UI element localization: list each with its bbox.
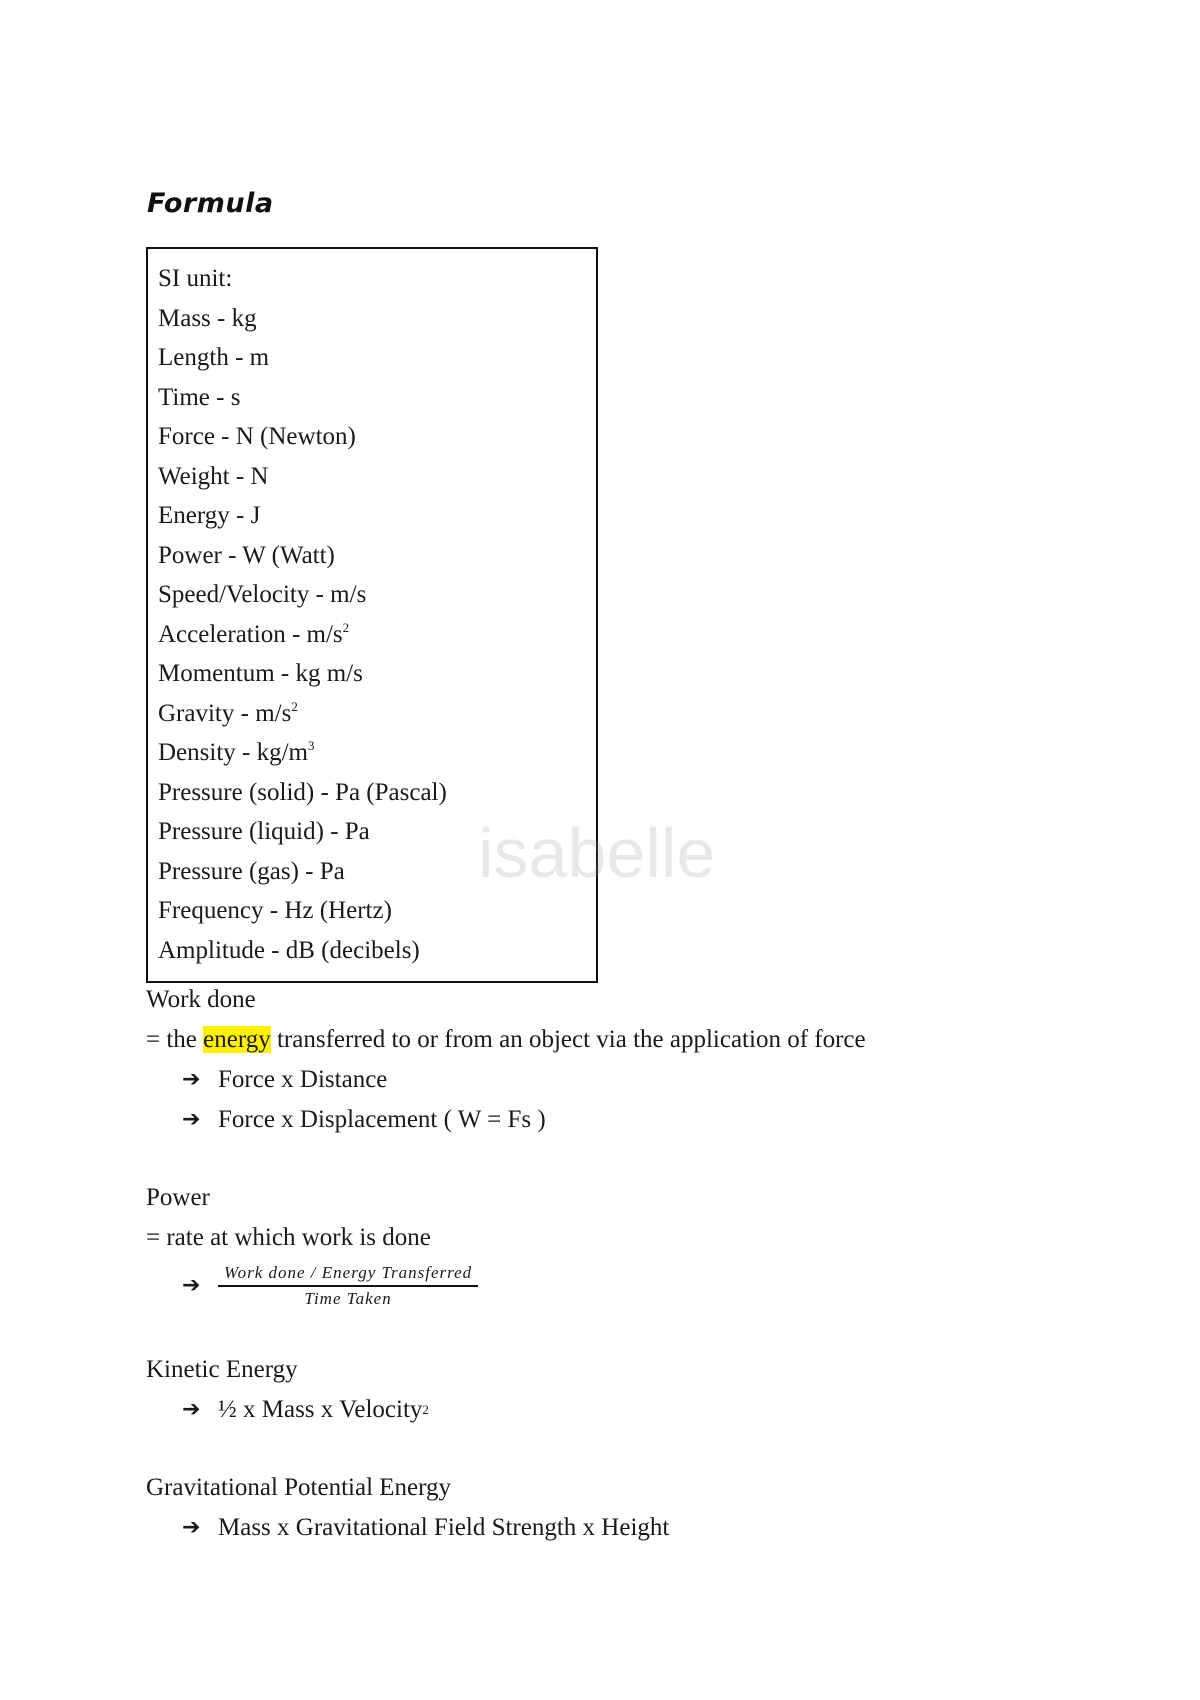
si-unit-item: Force - N (Newton) <box>158 423 356 450</box>
section-heading: Work done <box>146 986 256 1013</box>
si-unit-list <box>148 249 596 970</box>
si-unit-item: Power - W (Watt) <box>158 541 335 569</box>
watermark: isabelle <box>478 814 716 892</box>
exponent: 3 <box>308 738 315 753</box>
highlighted-term: energy <box>203 1026 271 1053</box>
fraction-numerator: Work done / Energy Transferred <box>218 1262 478 1287</box>
arrow-icon: ➔ <box>182 1397 201 1422</box>
work-done-definition: = the energy transferred to or from an object via the application of force <box>146 1026 866 1053</box>
arrow-icon: ➔ <box>182 1273 201 1298</box>
formula-bullet: ➔ Mass x Gravitational Field Strength x Height <box>146 1508 669 1548</box>
formula-bullet: ➔ Force x Displacement ( W = Fs ) <box>146 1100 866 1140</box>
si-unit-item: Pressure (solid) - Pa (Pascal) <box>158 778 447 806</box>
si-unit-item: Time - s <box>158 383 241 411</box>
si-unit-item: Weight - N <box>158 462 269 490</box>
section-heading: Kinetic Energy <box>146 1356 298 1383</box>
formula-bullet: ➔ ½ x Mass x Velocity 2 <box>146 1390 429 1430</box>
exponent: 2 <box>342 619 350 635</box>
si-unit-item: Amplitude - dB (decibels) <box>158 936 420 964</box>
si-unit-heading: SI unit: <box>158 265 233 292</box>
exponent: 2 <box>291 698 298 714</box>
fraction-denominator: Time Taken <box>304 1289 392 1308</box>
arrow-icon: ➔ <box>182 1515 201 1540</box>
formula-bullet: ➔ Force x Distance <box>146 1060 866 1100</box>
si-unit-item: Length - m <box>158 344 270 371</box>
arrow-icon: ➔ <box>182 1107 201 1132</box>
si-unit-item: Pressure (liquid) - Pa <box>158 818 370 845</box>
page-title: Formula <box>147 188 274 219</box>
gpe-section <box>146 1468 669 1548</box>
si-unit-box <box>146 247 598 983</box>
section-heading: Gravitational Potential Energy <box>146 1474 452 1501</box>
si-unit-item: Frequency - Hz (Hertz) <box>158 897 392 924</box>
si-unit-item: Pressure (gas) - Pa <box>158 857 345 885</box>
si-unit-item: Acceleration - $m/s^2$ <box>158 619 350 648</box>
power-definition: = rate at which work is done <box>146 1224 431 1251</box>
formula-bullet <box>146 1258 478 1314</box>
si-unit-item: Density - $kg/m^3$ <box>158 738 315 766</box>
si-unit-item: Momentum - kg m/s <box>158 660 363 687</box>
si-unit-item: Speed/Velocity - m/s <box>158 581 367 608</box>
si-unit-item: Mass - kg <box>158 304 257 332</box>
si-unit-item: Gravity - $m/s^2$ <box>158 698 298 727</box>
kinetic-energy-section <box>146 1350 429 1430</box>
section-heading: Power <box>146 1184 210 1211</box>
arrow-icon: ➔ <box>182 1067 201 1092</box>
si-unit-item: Energy - J <box>158 502 261 529</box>
power-section <box>146 1178 478 1314</box>
power-fraction <box>218 1262 478 1310</box>
work-done-section <box>146 980 866 1140</box>
